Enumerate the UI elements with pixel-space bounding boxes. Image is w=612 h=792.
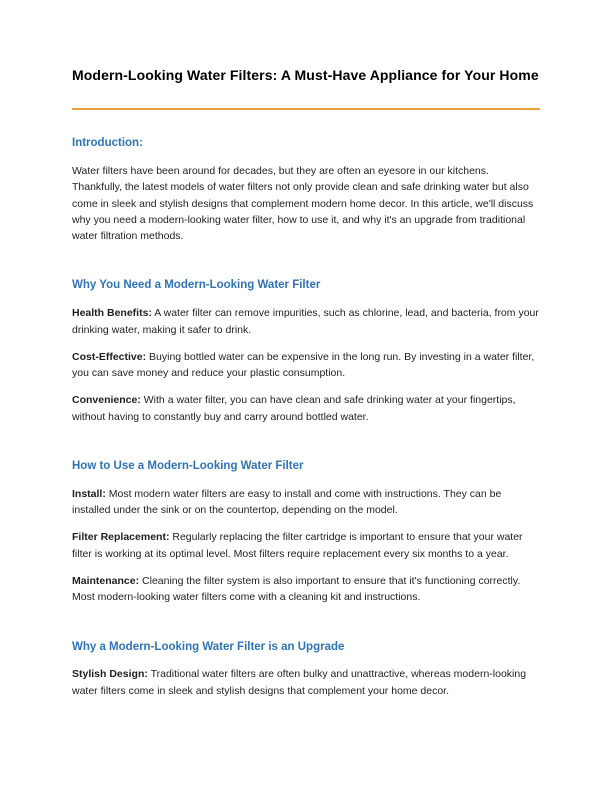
paragraph-text: A water filter can remove impurities, such as chlorine, lead, and bacteria, from your drinking water, making it safer to drink. (72, 307, 539, 336)
section-upgrade (72, 640, 540, 699)
paragraph (72, 529, 540, 562)
section-introduction (72, 136, 540, 244)
paragraph-text: With a water filter, you can have clean and safe drinking water at your fingertips, without having to constantly buy and carry around bottled water. (72, 394, 516, 423)
paragraph-text: Most modern water filters are easy to install and come with instructions. They can be installed under the sink or on the countertop, depending on the model. (72, 487, 502, 517)
paragraph-lead: Cost-Effective: (72, 350, 147, 363)
paragraph-lead: Stylish Design: (72, 668, 148, 681)
paragraph (72, 392, 540, 425)
paragraph-text: Traditional water filters are often bulky and unattractive, whereas modern-looking water filters come in sleek and stylish designs that complement your home decor. (72, 668, 527, 697)
title-divider (72, 108, 540, 110)
paragraph-lead: Filter Replacement: (72, 531, 170, 544)
paragraph (72, 349, 540, 382)
paragraph-lead: Health Benefits: (72, 307, 152, 320)
section-heading: Why a Modern-Looking Water Filter is an Upgrade (72, 640, 345, 653)
paragraph (72, 305, 540, 338)
paragraph-lead: Install: (72, 487, 106, 500)
paragraph (72, 486, 540, 519)
paragraph-text: Regularly replacing the filter cartridge is important to ensure that your water filter is working at its optimal level. Most filters require replacement every six months to a year. (72, 531, 523, 560)
paragraph-text: Buying bottled water can be expensive in the long run. By investing in a water filter, you can save money and reduce your plastic consumption. (72, 350, 535, 380)
document-title: Modern-Looking Water Filters: A Must-Have Appliance for Your Home (72, 67, 539, 83)
paragraph (72, 163, 540, 244)
paragraph-lead: Maintenance: (72, 574, 140, 587)
paragraph-lead: Convenience: (72, 394, 141, 407)
paragraph-text: Water filters have been around for decades, but they are often an eyesore in our kitchens. Thankfully, the latest models of water filters not only provide clean and safe drinking water but also come in sleek and stylish designs that complement modern home decor. In this article, we'll discuss why you need a modern-looking water filter, how to use it, and why it's an upgrade from traditional water filtration methods. (72, 165, 534, 243)
paragraph (72, 666, 540, 699)
paragraph-text: Cleaning the filter system is also important to ensure that it's functioning correctly. Most modern-looking water filters come with a cleaning kit and instructions. (72, 574, 521, 604)
section-heading: Introduction: (72, 137, 143, 150)
section-why-you-need (72, 278, 540, 425)
section-how-to-use (72, 459, 540, 606)
section-heading: How to Use a Modern-Looking Water Filter (72, 459, 304, 472)
paragraph (72, 573, 540, 606)
section-heading: Why You Need a Modern-Looking Water Filter (72, 279, 321, 292)
